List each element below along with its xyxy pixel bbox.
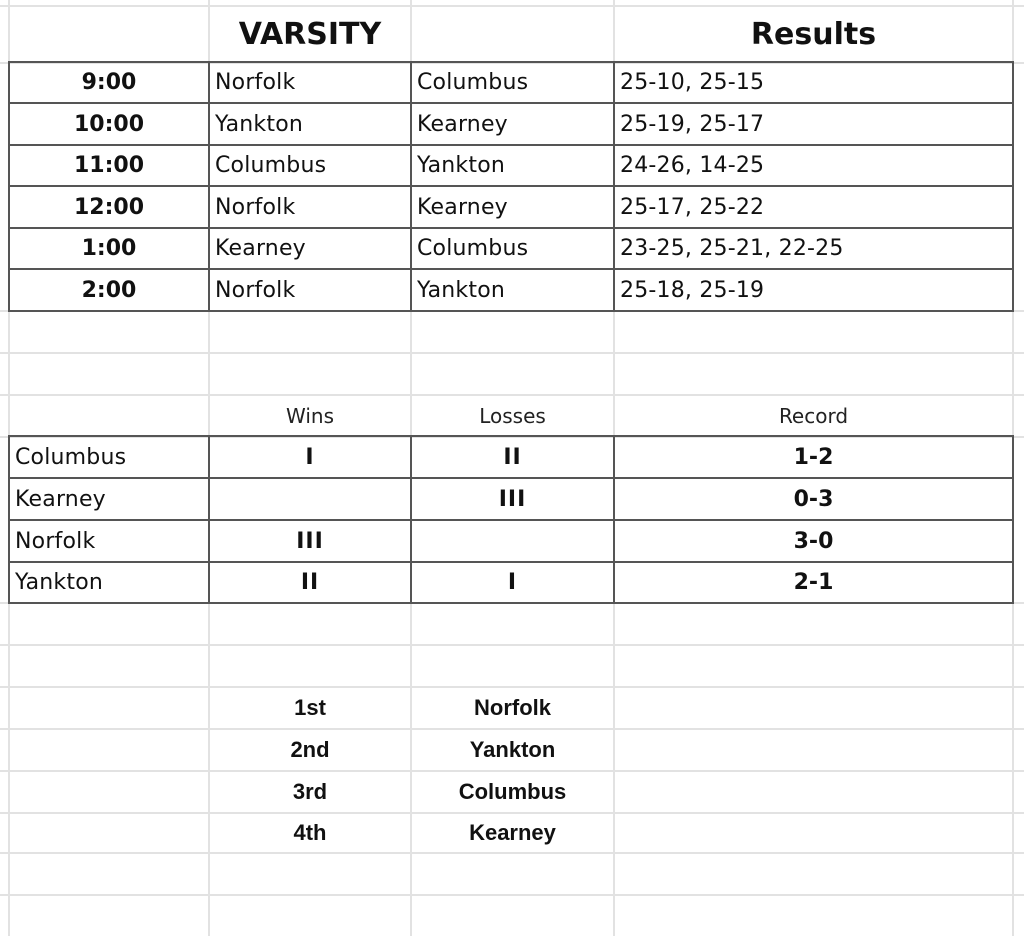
standings-wins-cell[interactable]: III xyxy=(296,528,324,554)
standings-record-cell[interactable]: 0-3 xyxy=(793,486,834,512)
schedule-team-a-cell[interactable]: Columbus xyxy=(215,153,327,178)
schedule-team-a-cell[interactable]: Norfolk xyxy=(215,70,296,95)
standings-wins-cell[interactable]: I xyxy=(305,444,315,470)
placement-team-cell[interactable]: Norfolk xyxy=(474,695,551,720)
standings-team-cell[interactable]: Norfolk xyxy=(15,528,96,554)
schedule-time-cell[interactable]: 2:00 xyxy=(81,277,137,303)
schedule-team-b-cell[interactable]: Yankton xyxy=(417,153,506,178)
gridline-horizontal xyxy=(0,352,1024,354)
gridline-horizontal xyxy=(0,5,1024,7)
schedule-team-a-cell[interactable]: Norfolk xyxy=(215,194,296,220)
standings-losses-cell[interactable]: II xyxy=(503,444,522,470)
placement-rank-cell[interactable]: 2nd xyxy=(290,737,330,762)
placement-team-cell[interactable]: Columbus xyxy=(458,779,567,804)
standings-losses-cell[interactable]: III xyxy=(498,486,527,512)
schedule-result-cell[interactable]: 24-26, 14-25 xyxy=(620,153,765,178)
schedule-time-cell[interactable]: 11:00 xyxy=(73,153,145,178)
wins-header[interactable]: Wins xyxy=(286,404,334,428)
schedule-result-cell[interactable]: 25-10, 25-15 xyxy=(620,70,765,95)
results-header[interactable]: Results xyxy=(750,16,877,52)
schedule-team-b-cell[interactable]: Columbus xyxy=(417,70,529,95)
schedule-time-cell[interactable]: 9:00 xyxy=(81,70,137,95)
placement-team-cell[interactable]: Kearney xyxy=(469,820,556,845)
placement-rank-cell[interactable]: 1st xyxy=(294,695,326,720)
gridline-horizontal xyxy=(0,852,1024,854)
standings-losses-cell[interactable]: I xyxy=(507,570,518,595)
schedule-result-cell[interactable]: 25-19, 25-17 xyxy=(620,111,765,137)
schedule-team-a-cell[interactable]: Yankton xyxy=(215,111,304,137)
placement-team-cell[interactable]: Yankton xyxy=(469,737,556,762)
record-header[interactable]: Record xyxy=(778,404,849,428)
gridline-horizontal xyxy=(0,644,1024,646)
standings-wins-cell[interactable]: II xyxy=(300,570,320,595)
sheet-title[interactable]: VARSITY xyxy=(238,16,382,52)
standings-team-cell[interactable]: Kearney xyxy=(15,486,106,512)
gridline-horizontal xyxy=(0,894,1024,896)
placement-rank-cell[interactable]: 3rd xyxy=(292,779,328,804)
standings-team-cell[interactable]: Yankton xyxy=(15,570,104,595)
schedule-result-cell[interactable]: 25-18, 25-19 xyxy=(620,277,765,303)
schedule-result-cell[interactable]: 23-25, 25-21, 22-25 xyxy=(620,236,844,261)
schedule-result-cell[interactable]: 25-17, 25-22 xyxy=(620,194,765,220)
standings-losses-cell[interactable] xyxy=(412,521,613,561)
standings-team-cell[interactable]: Columbus xyxy=(15,444,127,470)
schedule-team-b-cell[interactable]: Kearney xyxy=(417,194,508,220)
schedule-team-a-cell[interactable]: Norfolk xyxy=(215,277,296,303)
standings-record-cell[interactable]: 3-0 xyxy=(793,528,834,554)
schedule-team-b-cell[interactable]: Kearney xyxy=(417,111,508,137)
schedule-time-cell[interactable]: 10:00 xyxy=(73,111,145,137)
schedule-team-b-cell[interactable]: Columbus xyxy=(417,236,529,261)
standings-wins-cell[interactable] xyxy=(210,479,410,519)
schedule-team-b-cell[interactable]: Yankton xyxy=(417,277,506,303)
schedule-time-cell[interactable]: 12:00 xyxy=(73,194,145,220)
losses-header[interactable]: Losses xyxy=(479,404,546,428)
standings-record-cell[interactable]: 2-1 xyxy=(793,570,834,595)
placement-rank-cell[interactable]: 4th xyxy=(293,820,327,845)
standings-record-cell[interactable]: 1-2 xyxy=(793,444,834,470)
schedule-time-cell[interactable]: 1:00 xyxy=(81,236,137,261)
schedule-team-a-cell[interactable]: Kearney xyxy=(215,236,306,261)
